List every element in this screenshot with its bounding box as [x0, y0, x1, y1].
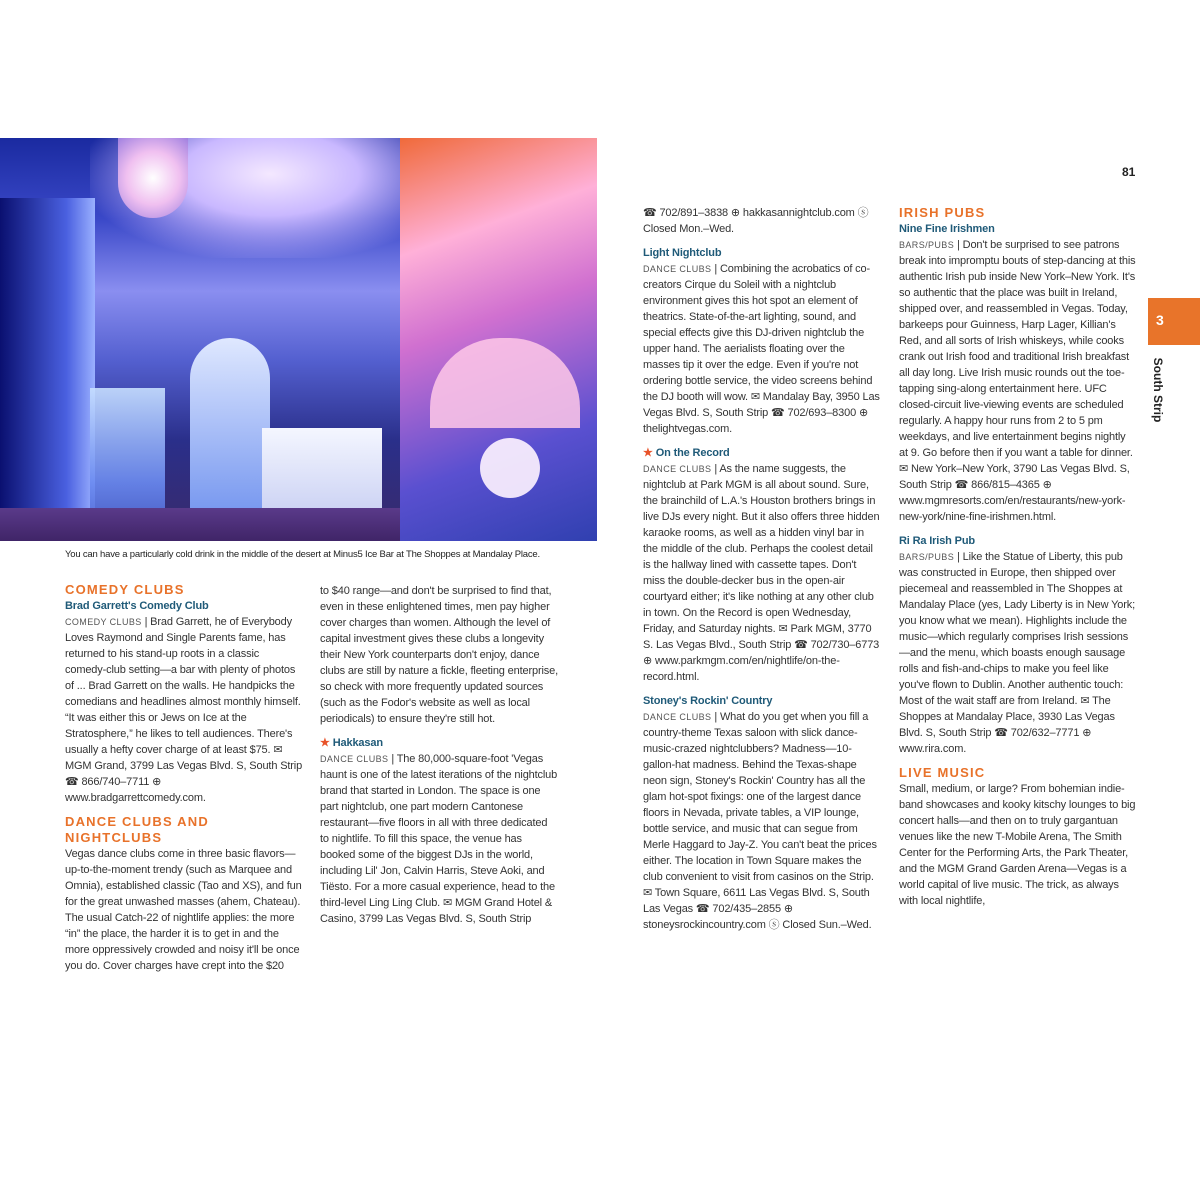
listing-text — [643, 261, 881, 437]
listing-category: DANCE CLUBS — [320, 754, 389, 764]
section-intro: Vegas dance clubs come in three basic flavors—up-to-the-moment trendy (such as Marquee and Omnia), established classic (Tao and XS), and fun for the great unwashed masses (ahem, Chateau). The usual Catch-22 of nightlife applies: the more “in” the place, the harder it is to get in and the more oppressively crowded and noisy it'll be once you do. Cover charges have crept into the $20 — [65, 848, 302, 972]
photo-caption: You can have a particularly cold drink in the middle of the desert at Minus5 Ice Bar at The Shoppes at Mandalay Place. — [65, 549, 540, 560]
page-number: 81 — [1122, 165, 1136, 179]
photo-chandelier — [118, 138, 188, 218]
ice-bar-photo — [0, 138, 597, 541]
listing-name: Nine Fine Irishmen — [899, 223, 995, 235]
chapter-tab — [1148, 298, 1200, 345]
listing-name: Ri Ra Irish Pub — [899, 535, 975, 547]
section-heading-live-music: LIVE MUSIC — [899, 765, 986, 780]
listing-name: Stoney's Rockin' Country — [643, 695, 773, 707]
listing-text — [643, 461, 881, 685]
chapter-number: 3 — [1156, 312, 1164, 328]
listing-category: BARS/PUBS — [899, 552, 955, 562]
column-3 — [643, 205, 881, 933]
listing-body: | Like the Statue of Liberty, this pub was constructed in Europe, then shipped over piecemeal and reassembled in The Shoppes at Mandalay Place (yes, Lady Liberty is in New York; you know what we mean). Highlights include the music—which regularly comprises Irish sessions—and the menu, which boasts enough sausage rolls and fish-and-chips to make you feel like you've flown to Dublin. Another authentic touch: Most of the wait staff are from Ireland. ✉ The Shoppes at Mandalay Place, 3930 Las Vegas Blvd. S, South Strip ☎ 702/632–7771 ⊕ www.rira.com. — [899, 551, 1135, 755]
column-1 — [65, 582, 303, 974]
star-icon: ★ — [643, 447, 653, 459]
column-2 — [320, 583, 558, 927]
star-icon: ★ — [320, 737, 330, 749]
listing-category: BARS/PUBS — [899, 240, 955, 250]
section-intro-continued: to $40 range—and don't be surprised to find that, even in these enlightened times, men pay higher cover charges than women. Although the level of capital investment gives these clubs a longevity their New York counterparts don't enjoy, dance clubs are still by nature a fickle, fleeting enterprise, so check with more frequently updated sources (such as the Fodor's website as well as local periodicals) to ensure they're still hot. — [320, 585, 558, 725]
listing-category: DANCE CLUBS — [643, 712, 712, 722]
column-4 — [899, 205, 1137, 909]
listing-body: | Brad Garrett, he of Everybody Loves Raymond and Single Parents fame, has returned to his stand-up roots in a classic comedy-club setting—a bar with plenty of photos of ... Brad Garrett on the walls. He handpicks the comedians and headlines almost monthly himself. “It was either this or Jews on Ice at the Stratosphere,” he likes to tell audiences. There's usually a hefty cover charge of at least $75. ✉ MGM Grand, 3799 Las Vegas Blvd. S, South Strip ☎ 866/740–7711 ⊕ www.bradgarrettcomedy.com. — [65, 616, 303, 804]
listing-body: | What do you get when you fill a country-theme Texas saloon with slick dance-music-crazed nightclubbers? Madness—10-gallon-hat madness. Behind the Texas-shape neon sign, Stoney's Rockin' Country has all the glam hot-spot fixings: one of the largest dance floors in Nevada, private tables, a VIP lounge, bottle service, and music that can segue from Merle Haggard to Jay-Z. You can't beat the prices either. The location in Town Square makes the club convenient to visit from casinos on the Strip. ✉ Town Square, 6611 Las Vegas Blvd. S, South Las Vegas ☎ 702/435–2855 ⊕ stoneysrockincountry.com ⓢ Closed Sun.–Wed. — [643, 711, 877, 931]
photo-ice-moon-sculpture — [480, 438, 540, 498]
listing-category: DANCE CLUBS — [643, 464, 712, 474]
listing-continued: ☎ 702/891–3838 ⊕ hakkasannightclub.com ⓢ Closed Mon.–Wed. — [643, 207, 869, 235]
photo-ice-arch — [190, 338, 270, 508]
chapter-tab-label: South Strip — [1151, 357, 1165, 423]
listing-name — [320, 735, 558, 751]
listing-name-text: Hakkasan — [332, 737, 383, 749]
listing-text — [643, 709, 881, 933]
section-heading-comedy-clubs: COMEDY CLUBS — [65, 582, 185, 597]
section-heading-dance-clubs: DANCE CLUBS AND NIGHTCLUBS — [65, 814, 209, 845]
listing-name: Brad Garrett's Comedy Club — [65, 600, 209, 612]
section-heading-irish-pubs: IRISH PUBS — [899, 205, 986, 220]
listing-body: | Combining the acrobatics of co-creators Cirque du Soleil with a nightclub environment gives this hot spot an element of theatrics. State-of-the-art lighting, sound, and special effects give this DJ-driven nightclub the upper hand. The aerialists floating over the masses tip it over the edge. Even if you're not ordering bottle service, the video screens behind the DJ booth will wow. ✉ Mandalay Bay, 3950 Las Vegas Blvd. S, South Strip ☎ 702/693–8300 ⊕ thelightvegas.com. — [643, 263, 880, 435]
listing-name-text: On the Record — [655, 447, 730, 459]
listing-text — [320, 751, 558, 927]
listing-text — [899, 237, 1137, 525]
listing-body: | The 80,000-square-foot 'Vegas haunt is one of the latest iterations of the nightclub brand that started in London. The space is one part nightclub, one part modern Cantonese restaurant—five floors in all with three dedicated to nightlife. To fill this space, the venue has booked some of the biggest DJs in the world, including Lil' Jon, Calvin Harris, Steve Aoki, and Tiësto. For a more casual experience, head to the third-level Ling Ling Club. ✉ MGM Grand Hotel & Casino, 3799 Las Vegas Blvd. S, South Strip — [320, 753, 558, 925]
listing-name: Light Nightclub — [643, 247, 722, 259]
listing-body: | As the name suggests, the nightclub at Park MGM is all about sound. Sure, the brainchild of L.A.'s Houston brothers brings in live DJs every night. But it also offers three hidden karaoke rooms, as well as a hidden vinyl bar in the middle of the club. Perhaps the coolest detail is the hallway lined with cassette tapes. Don't miss the double-decker bus in the open-air courtyard either; it's like nothing at any other club in town. On the Record is open Wednesday, Friday, and Saturday nights. ✉ Park MGM, 3770 S. Las Vegas Blvd., South Strip ☎ 702/730–6773 ⊕ www.parkmgm.com/en/nightlife/on-the-record.html. — [643, 463, 880, 683]
photo-ice-wall-left — [0, 198, 95, 528]
listing-name — [643, 445, 881, 461]
listing-category: COMEDY CLUBS — [65, 617, 142, 627]
listing-category: DANCE CLUBS — [643, 264, 712, 274]
listing-text — [65, 614, 303, 806]
listing-body: | Don't be surprised to see patrons break into impromptu bouts of step-dancing at this authentic Irish pub inside New York–New York. It's so authentic that the place was built in Ireland, shipped over, and reassembled in Vegas. Today, barkeeps pour Guinness, Harp Lager, Killian's Red, and all sorts of Irish whiskeys, while cooks crank out Irish food and traditional Irish breakfast all day long. Live Irish music rounds out the toe-tapping sing-along entertainment here. UFC closed-circuit live-viewing events are scheduled regularly. A happy hour runs from 2 to 5 pm weekdays, and live entertainment begins nightly at 9. Go before then if you want a table for dinner. ✉ New York–New York, 3790 Las Vegas Blvd. S, South Strip ☎ 866/815–4365 ⊕ www.mgmresorts.com/en/restaurants/new-york-new-york/nine-fine-irishmen.html. — [899, 239, 1136, 523]
section-intro: Small, medium, or large? From bohemian indie-band showcases and kooky kitschy lounges to big concert halls—and then on to truly gargantuan venues like the new T-Mobile Arena, The Smith Center for the Performing Arts, the Park Theater, and the MGM Grand Garden Arena—Vegas is a world capital of live music. The trick, as always with local nightlife, — [899, 783, 1136, 907]
listing-text — [899, 549, 1137, 757]
